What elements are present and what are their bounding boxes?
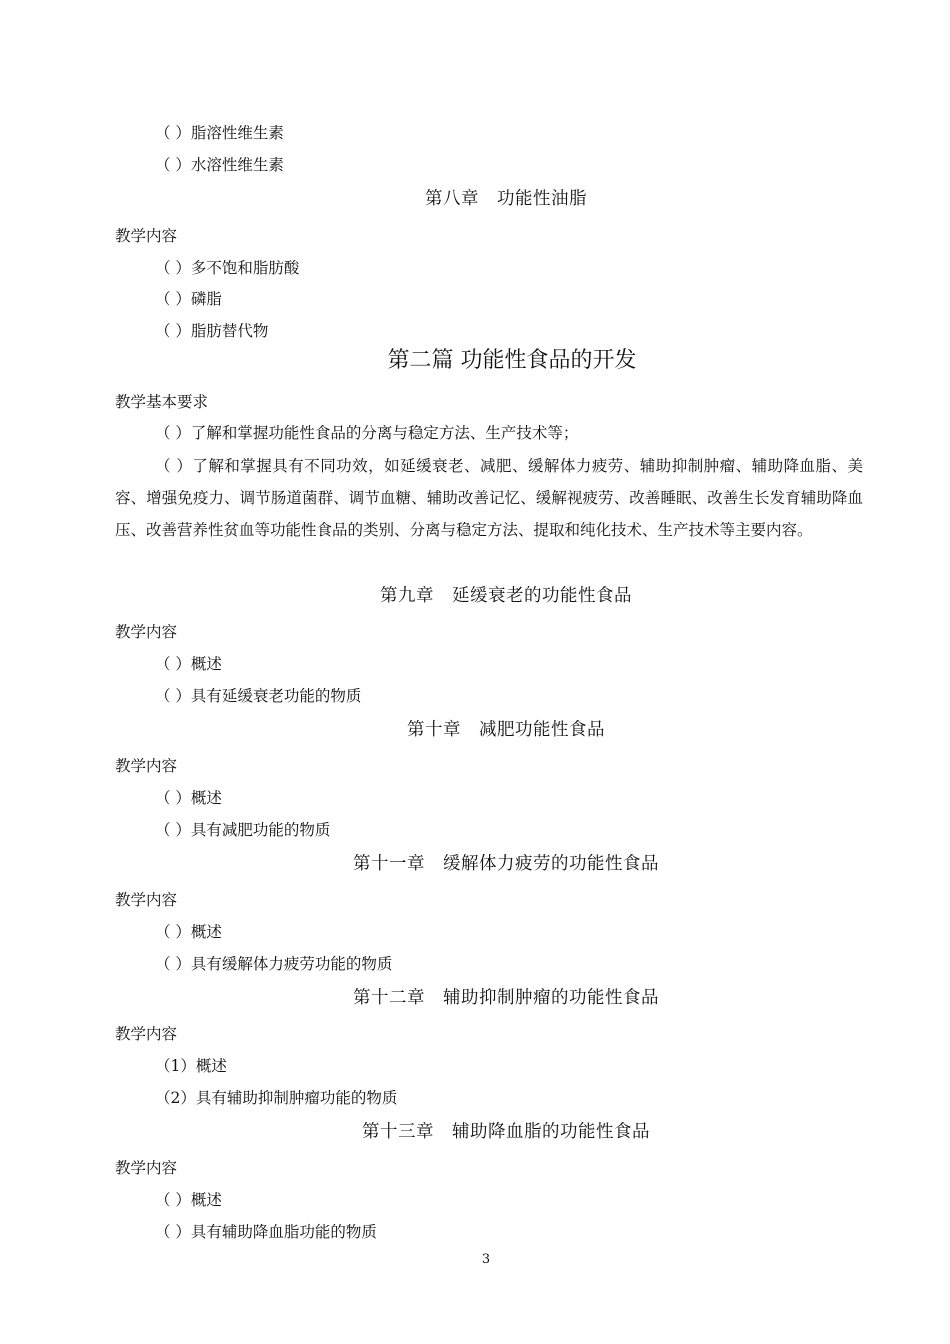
list-item: （ ）概述 xyxy=(155,655,222,673)
list-item: （ ）概述 xyxy=(155,789,222,807)
section-label: 教学内容 xyxy=(115,623,178,641)
part-heading: 第二篇 功能性食品的开发 xyxy=(387,348,637,373)
list-item: （ ）了解和掌握功能性食品的分离与稳定方法、生产技术等； xyxy=(155,424,579,442)
page-number: 3 xyxy=(481,1252,491,1267)
list-item: （ ）磷脂 xyxy=(155,290,222,308)
list-item: （ ）概述 xyxy=(155,1191,222,1209)
list-item: （ ）具有辅助降血脂功能的物质 xyxy=(155,1223,377,1241)
section-label: 教学内容 xyxy=(115,757,178,775)
list-item: （ ）具有减肥功能的物质 xyxy=(155,821,331,839)
chapter-heading: 第九章 延缓衰老的功能性食品 xyxy=(380,586,632,606)
section-label: 教学内容 xyxy=(115,227,178,245)
chapter-heading: 第十二章 辅助抑制肿瘤的功能性食品 xyxy=(353,988,659,1008)
chapter-heading: 第十三章 辅助降血脂的功能性食品 xyxy=(362,1122,650,1142)
list-item: （ ）概述 xyxy=(155,923,222,941)
list-item: （ ）水溶性维生素 xyxy=(155,156,284,174)
list-item: （ ）具有延缓衰老功能的物质 xyxy=(155,687,362,705)
section-label: 教学内容 xyxy=(115,1159,178,1177)
list-item: （2）具有辅助抑制肿瘤功能的物质 xyxy=(155,1089,398,1107)
section-label: 教学内容 xyxy=(115,891,178,909)
chapter-heading: 第十章 减肥功能性食品 xyxy=(407,720,605,740)
list-item: （ ）多不饱和脂肪酸 xyxy=(155,259,300,277)
list-item: （ ）具有缓解体力疲劳功能的物质 xyxy=(155,955,393,973)
section-label: 教学内容 xyxy=(115,1025,178,1043)
list-item: （ ）脂溶性维生素 xyxy=(155,124,284,142)
list-item: （1）概述 xyxy=(155,1057,227,1075)
section-label: 教学基本要求 xyxy=(115,393,209,411)
paragraph: （ ）了解和掌握具有不同功效，如延缓衰老、减肥、缓解体力疲劳、辅助抑制肿瘤、辅助降血脂、美容、增强免疫力、调节肠道菌群、调节血糖、辅助改善记忆、缓解视疲劳、改善睡眠、改善生长发育辅助降血压、改善营养性贫血等功能性食品的类别、分离与稳定方法、提取和纯化技术、生产技术等主要内容。 xyxy=(115,457,863,539)
list-item: （ ）脂肪替代物 xyxy=(155,322,269,340)
chapter-heading: 第十一章 缓解体力疲劳的功能性食品 xyxy=(353,854,659,874)
chapter-heading: 第八章 功能性油脂 xyxy=(425,189,587,209)
